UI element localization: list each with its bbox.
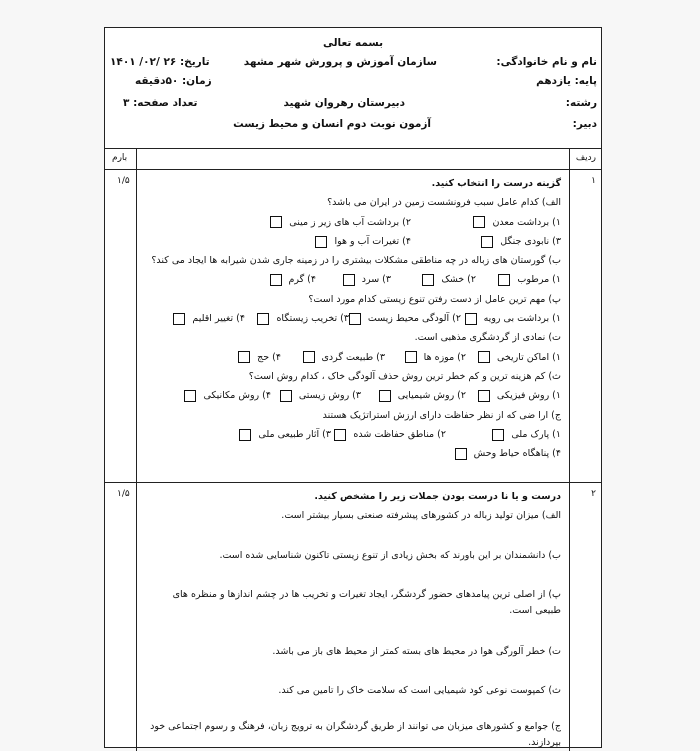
option[interactable]: ۱) پارک ملی — [492, 425, 561, 444]
checkbox-icon[interactable] — [481, 236, 493, 248]
checkbox-icon[interactable] — [257, 313, 269, 325]
option[interactable]: ۴) روش مکانیکی — [184, 386, 271, 405]
row-column-header: ردیف — [575, 153, 596, 163]
option[interactable]: ۳) تخریب زیستگاه — [257, 309, 349, 328]
question-score: ۱/۵ — [117, 489, 130, 499]
school-name: دبیرستان رهروان شهید — [283, 97, 405, 109]
checkbox-icon[interactable] — [478, 351, 490, 363]
checkbox-icon[interactable] — [478, 390, 490, 402]
checkbox-icon[interactable] — [280, 390, 292, 402]
question-title: درست و یا نا درست بودن جملات زیر را مشخص کنید. — [314, 491, 561, 502]
checkbox-icon[interactable] — [498, 274, 510, 286]
exam-duration: زمان: ۵۰دقیقه — [135, 75, 212, 87]
option[interactable]: ۲) آلودگی محیط زیست — [349, 309, 461, 328]
checkbox-icon[interactable] — [422, 274, 434, 286]
exam-date: تاریخ: ۲۶ /۰۲/ ۱۴۰۱ — [110, 56, 210, 68]
checkbox-icon[interactable] — [405, 351, 417, 363]
checkbox-icon[interactable] — [473, 216, 485, 228]
option[interactable]: ۳) طبیعت گردی — [303, 348, 386, 367]
option[interactable]: ۱) اماکن تاریخی — [478, 348, 561, 367]
option[interactable]: ۲) روش شیمیایی — [379, 386, 466, 405]
checkbox-icon[interactable] — [270, 274, 282, 286]
item-stem: ب) گورستان های زباله در چه مناطقی مشکلات بیشتری را در زمینه جاری شدن شیرابه ها ایجاد می کند؟ — [151, 255, 561, 267]
checkbox-icon[interactable] — [465, 313, 477, 325]
checkbox-icon[interactable] — [455, 448, 467, 460]
question-2 — [105, 483, 601, 751]
exam-title: آزمون نوبت دوم انسان و محیط زیست — [233, 118, 431, 130]
statement: پ) از اصلی ترین پیامدهای حضور گردشگر، ایجاد تغیرات و تخریب ها در چشم اندازها و منظره های طبیعی است. — [172, 589, 561, 616]
checkbox-icon[interactable] — [492, 429, 504, 441]
basmala: بسمه تعالی — [322, 37, 384, 49]
statement: ب) دانشمندان بر این باورند که بخش زیادی از تنوع زیستی تاکنون شناسایی شده است. — [219, 550, 561, 561]
option[interactable]: ۳) نابودی جنگل — [481, 232, 561, 251]
question-content — [145, 174, 561, 463]
exam-header — [105, 28, 601, 149]
page-count: تعداد صفحه: ۳ — [123, 97, 198, 109]
checkbox-icon[interactable] — [173, 313, 185, 325]
item-stem: پ) مهم ترین عامل از دست رفتن تنوع زیستی کدام مورد است؟ — [308, 293, 561, 305]
score-column-header: بارم — [112, 153, 128, 163]
item-stem: الف) کدام عامل سبب فرونشست زمین در ایران می باشد؟ — [327, 197, 561, 209]
option[interactable]: ۱) برداشت بی رویه — [465, 309, 561, 328]
checkbox-icon[interactable] — [238, 351, 250, 363]
checkbox-icon[interactable] — [270, 216, 282, 228]
option[interactable]: ۴) حج — [238, 348, 281, 367]
option[interactable]: ۳) روش زیستی — [280, 386, 361, 405]
option[interactable]: ۴) تغیرات آب و هوا — [315, 232, 411, 251]
checkbox-icon[interactable] — [379, 390, 391, 402]
option[interactable]: ۲) موزه ها — [405, 348, 466, 367]
question-number: ۱ — [591, 176, 596, 186]
field-label: رشته: — [565, 97, 597, 109]
question-number: ۲ — [591, 489, 596, 499]
checkbox-icon[interactable] — [184, 390, 196, 402]
item-stem: ث) کم هزینه ترین و کم خطر ترین روش حذف آلودگی خاک ، کدام روش است؟ — [248, 370, 561, 382]
checkbox-icon[interactable] — [315, 236, 327, 248]
name-label: نام و نام خانوادگی: — [496, 56, 597, 68]
option[interactable]: ۱) برداشت معدن — [473, 213, 561, 232]
statement: ج) جوامع و کشورهای میزبان می توانند از طریق گردشگران به ترویج زبان، فرهنگ و رسوم اجتماعی خود بپردازند. — [150, 721, 561, 748]
option[interactable]: ۲) مناطق حفاظت شده — [334, 425, 446, 444]
checkbox-icon[interactable] — [303, 351, 315, 363]
option[interactable]: ۳) آثار طبیعی ملی — [239, 425, 331, 444]
question-content — [145, 487, 561, 748]
checkbox-icon[interactable] — [343, 274, 355, 286]
column-headers — [105, 149, 601, 170]
exam-sheet — [104, 27, 602, 748]
option[interactable]: ۴) گرم — [270, 270, 316, 289]
statement: ت) خطر آلورگی هوا در محیط های بسته کمتر از محیط های باز می باشد. — [272, 646, 561, 657]
checkbox-icon[interactable] — [334, 429, 346, 441]
option[interactable]: ۴) پناهگاه حیاط وحش — [455, 444, 561, 463]
grade-label: پایه: یازدهم — [536, 75, 597, 87]
question-1 — [105, 170, 601, 483]
option[interactable]: ۱) روش فیزیکی — [478, 386, 561, 405]
option[interactable]: ۱) مرطوب — [498, 270, 561, 289]
statement: ث) کمپوست نوعی کود شیمیایی است که سلامت خاک را تامین می کند. — [278, 685, 561, 696]
checkbox-icon[interactable] — [239, 429, 251, 441]
item-stem: ج) ارا ضی که از نظر حفاظت دارای ارزش استراتژیک هستند — [322, 409, 561, 421]
item-stem: ت) نمادی از گردشگری مذهبی است. — [414, 332, 561, 344]
question-title: گزینه درست را انتخاب کنید. — [431, 178, 561, 189]
question-score: ۱/۵ — [117, 176, 130, 186]
statement: الف) میزان تولید زباله در کشورهای پیشرفته صنعتی بسیار بیشتر است. — [281, 510, 561, 521]
checkbox-icon[interactable] — [349, 313, 361, 325]
option[interactable]: ۳) سرد — [343, 270, 391, 289]
option[interactable]: ۴) تغییر اقلیم — [173, 309, 245, 328]
organization: سازمان آموزش و پرورش شهر مشهد — [243, 56, 437, 68]
option[interactable]: ۲) خشک — [422, 270, 476, 289]
teacher-label: دبیر: — [572, 118, 597, 130]
option[interactable]: ۲) برداشت آب های زیر ز مینی — [270, 213, 411, 232]
